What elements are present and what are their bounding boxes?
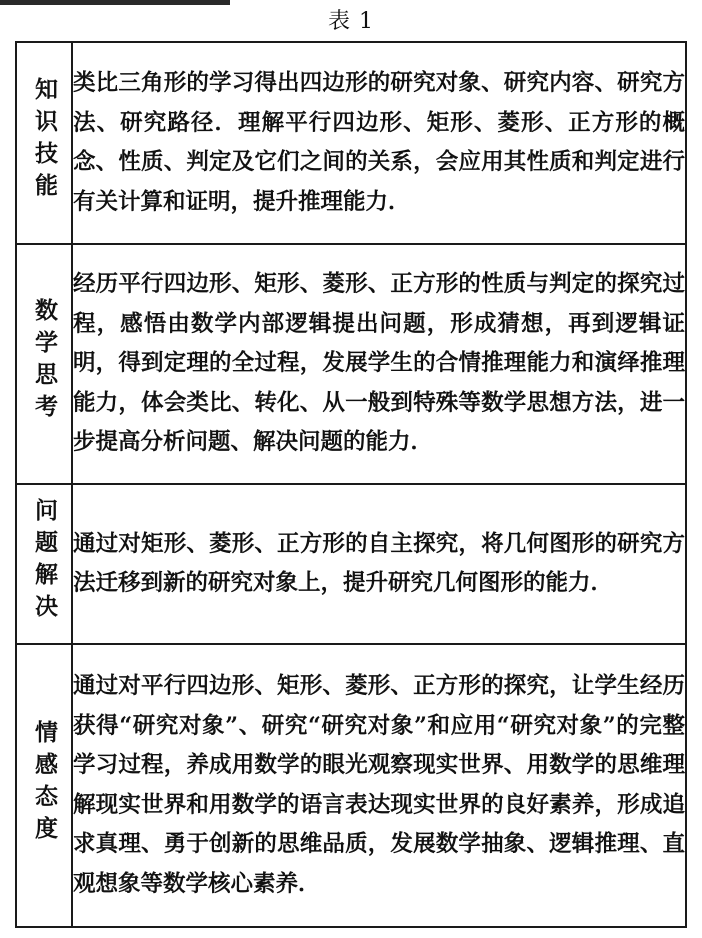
content-cell-problem-solving: 通过对矩形、菱形、正方形的自主探究，将几何图形的研究方法迁移到新的研究对象上，提升研究几何图形的能力． [72, 484, 686, 644]
category-cell [16, 484, 72, 644]
table-row [16, 244, 686, 484]
top-edge-strip [0, 0, 230, 5]
category-cell [16, 644, 72, 927]
category-cell [16, 42, 72, 244]
objectives-table [15, 41, 687, 928]
table-row [16, 42, 686, 244]
table-caption: 表 1 [328, 9, 374, 34]
category-label-problem-solving: 问题解决 [31, 498, 58, 626]
category-label-knowledge-skills: 知识技能 [31, 77, 58, 205]
content-cell-math-thinking: 经历平行四边形、矩形、菱形、正方形的性质与判定的探究过程，感悟由数学内部逻辑提出问题，形成猜想，再到逻辑证明，得到定理的全过程，发展学生的合情推理能力和演绎推理能力，体会类比、转化、从一般到特殊等数学思想方法，进一步提高分析问题、解决问题的能力． [72, 244, 686, 484]
category-label-emotion-attitude: 情感态度 [31, 719, 58, 848]
content-cell-emotion-attitude: 通过对平行四边形、矩形、菱形、正方形的探究，让学生经历获得“研究对象”、研究“研究对象”和应用“研究对象”的完整学习过程，养成用数学的眼光观察现实世界、用数学的思维理解现实世界和用数学的语言表达现实世界的良好素养，形成追求真理、勇于创新的思维品质，发展数学抽象、逻辑推理、直观想象等数学核心素养． [72, 644, 686, 927]
table-row [16, 484, 686, 644]
category-label-math-thinking: 数学思考 [31, 298, 58, 426]
content-cell-knowledge-skills: 类比三角形的学习得出四边形的研究对象、研究内容、研究方法、研究路径．理解平行四边形、矩形、菱形、正方形的概念、性质、判定及它们之间的关系，会应用其性质和判定进行有关计算和证明，提升推理能力． [72, 42, 686, 244]
table-row [16, 644, 686, 927]
category-cell [16, 244, 72, 484]
